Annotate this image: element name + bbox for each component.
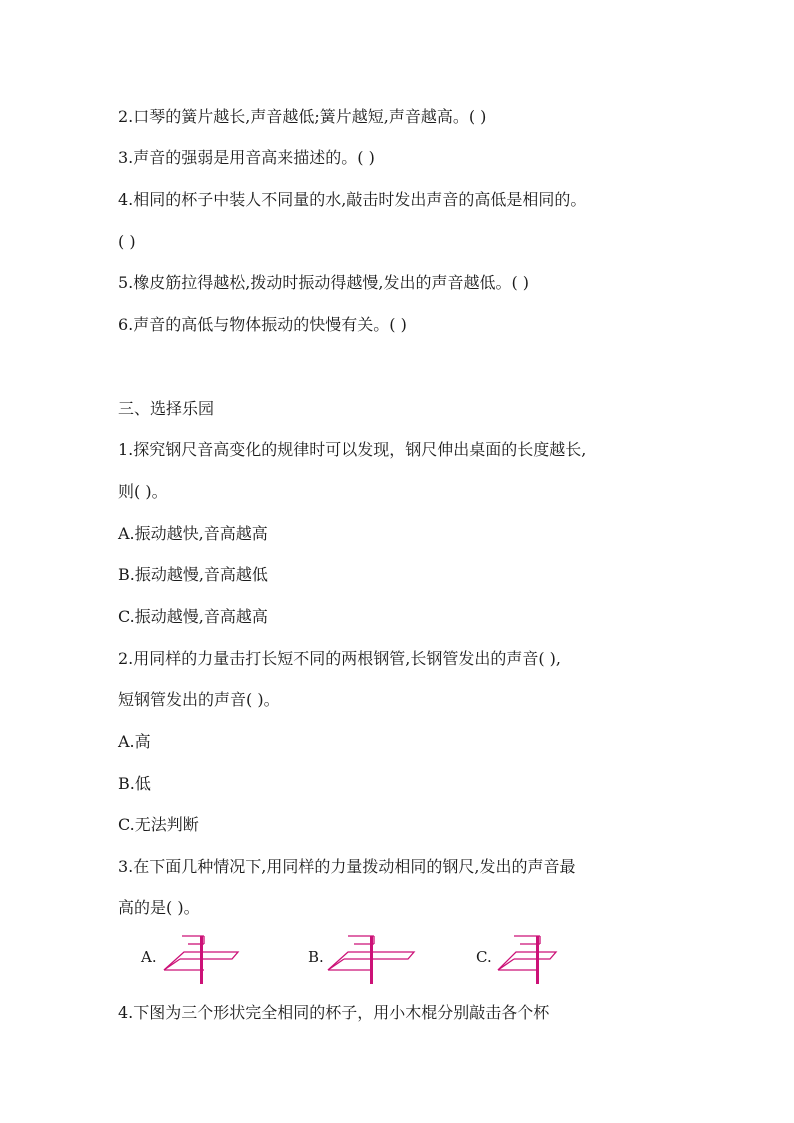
tf-question-5: 5.橡皮筋拉得越松,拨动时振动得越慢,发出的声音越低。( )	[118, 273, 530, 292]
ruler-a-clamp	[200, 936, 203, 984]
choice-q1-option-b: B.振动越慢,音高越低	[118, 565, 268, 584]
choice-q2-option-a: A.高	[118, 732, 151, 751]
section-heading-choice: 三、选择乐园	[118, 399, 215, 418]
ruler-figure-b	[326, 926, 446, 986]
tf-question-2: 2.口琴的簧片越长,声音越低;簧片越短,声音越高。( )	[118, 107, 487, 126]
ruler-c-clamp	[536, 936, 539, 984]
choice-question-2-line1: 2.用同样的力量击打长短不同的两根钢管,长钢管发出的声音( ),	[118, 649, 562, 668]
choice-question-3-line1: 3.在下面几种情况下,用同样的力量拨动相同的钢尺,发出的声音最	[118, 857, 576, 876]
tf-question-3: 3.声音的强弱是用音高来描述的。( )	[118, 148, 375, 167]
choice-q2-option-c: C.无法判断	[118, 815, 199, 834]
ruler-c	[498, 936, 556, 970]
tf-question-4-line1: 4.相同的杯子中装人不同量的水,敲击时发出声音的高低是相同的。	[118, 190, 587, 209]
ruler-b-clamp	[370, 936, 373, 984]
choice-question-1-line2: 则( )。	[118, 482, 168, 501]
tf-question-6: 6.声音的高低与物体振动的快慢有关。( )	[118, 315, 407, 334]
ruler-figure-a	[160, 926, 280, 986]
choice-q2-option-b: B.低	[118, 774, 151, 793]
choice-question-4-line1: 4.下图为三个形状完全相同的杯子，用小木棍分别敲击各个杯	[118, 1003, 550, 1022]
choice-question-1-line1: 1.探究钢尺音高变化的规律时可以发现，钢尺伸出桌面的长度越长,	[118, 440, 587, 459]
choice-question-3-line2: 高的是( )。	[118, 898, 200, 917]
figure-label-a: A.	[141, 948, 157, 966]
figure-label-b: B.	[308, 948, 324, 966]
choice-q1-option-a: A.振动越快,音高越高	[118, 524, 268, 543]
ruler-figure-c	[494, 926, 614, 986]
tf-question-4-line2: ( )	[118, 232, 136, 251]
figure-label-c: C.	[476, 948, 492, 966]
choice-question-2-line2: 短钢管发出的声音( )。	[118, 690, 280, 709]
choice-q1-option-c: C.振动越慢,音高越高	[118, 607, 268, 626]
